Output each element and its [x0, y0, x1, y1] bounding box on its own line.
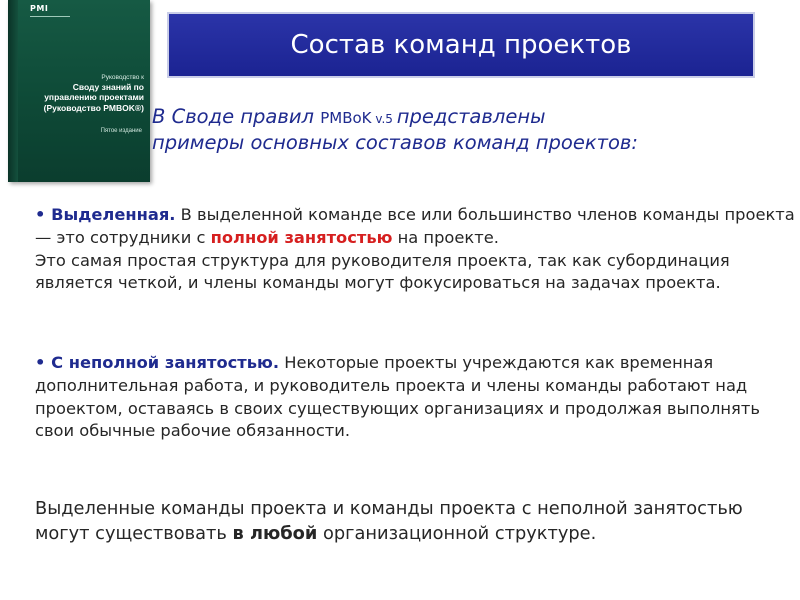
- paragraph-dedicated-line-2: Это самая простая структура для руководителя проекта, так как субординация является четкой, и члены команды могут фокусироваться на задачах проекта.: [35, 250, 730, 293]
- intro-version: v.5: [371, 112, 397, 126]
- book-title-small: Руководство к: [101, 74, 144, 81]
- paragraph-conclusion-text-2: организационной структуре.: [317, 522, 597, 544]
- any-emphasis: в любой: [232, 522, 318, 544]
- title-banner: [167, 12, 755, 78]
- logo-divider: [30, 16, 70, 17]
- book-title-line-1: Своду знаний по: [72, 81, 144, 92]
- paragraph-dedicated: [35, 204, 795, 295]
- paragraph-part-time: [35, 352, 795, 443]
- paragraph-part-time-text: Некоторые проекты учреждаются как временная дополнительная работа, и руководитель проекта и члены команды работают над проектом, оставаясь в своих существующих организациях и продолжая выполнять свои обычные рабочие обязанности.: [35, 353, 760, 441]
- book-title-line-2: управлению проектами: [44, 92, 144, 103]
- intro-line-2: примеры основных составов команд проектов:: [152, 130, 638, 154]
- page-title: Состав команд проектов: [290, 30, 632, 60]
- book-edition: Пятое издание: [100, 128, 142, 134]
- full-time-highlight: полной занятостью: [210, 227, 393, 247]
- paragraph-dedicated-text-1: В выделенной команде все или большинство членов команды проекта — это сотрудники с: [35, 205, 795, 247]
- book-title-line-3: (Руководство PMBOK®): [43, 102, 144, 113]
- paragraph-conclusion: [35, 497, 795, 546]
- paragraph-part-time-heading: • С неполной занятостью.: [35, 353, 280, 372]
- paragraph-conclusion-text-1: Выделенные команды проекта и команды проекта с неполной занятостью могут существовать: [35, 498, 743, 544]
- book-spine: [8, 0, 18, 182]
- intro-part-2: представлены: [396, 105, 546, 128]
- book-title: [24, 74, 144, 113]
- paragraph-dedicated-heading: • Выделенная.: [35, 205, 176, 224]
- intro-part-1: В Своде правил: [152, 105, 321, 128]
- intro-text: [152, 104, 792, 156]
- pmi-logo: PMI: [30, 4, 49, 13]
- pmbok-book-cover: [8, 0, 150, 182]
- paragraph-dedicated-text-2: на проекте.: [392, 227, 499, 247]
- intro-pmbok: PMBoK: [320, 109, 372, 127]
